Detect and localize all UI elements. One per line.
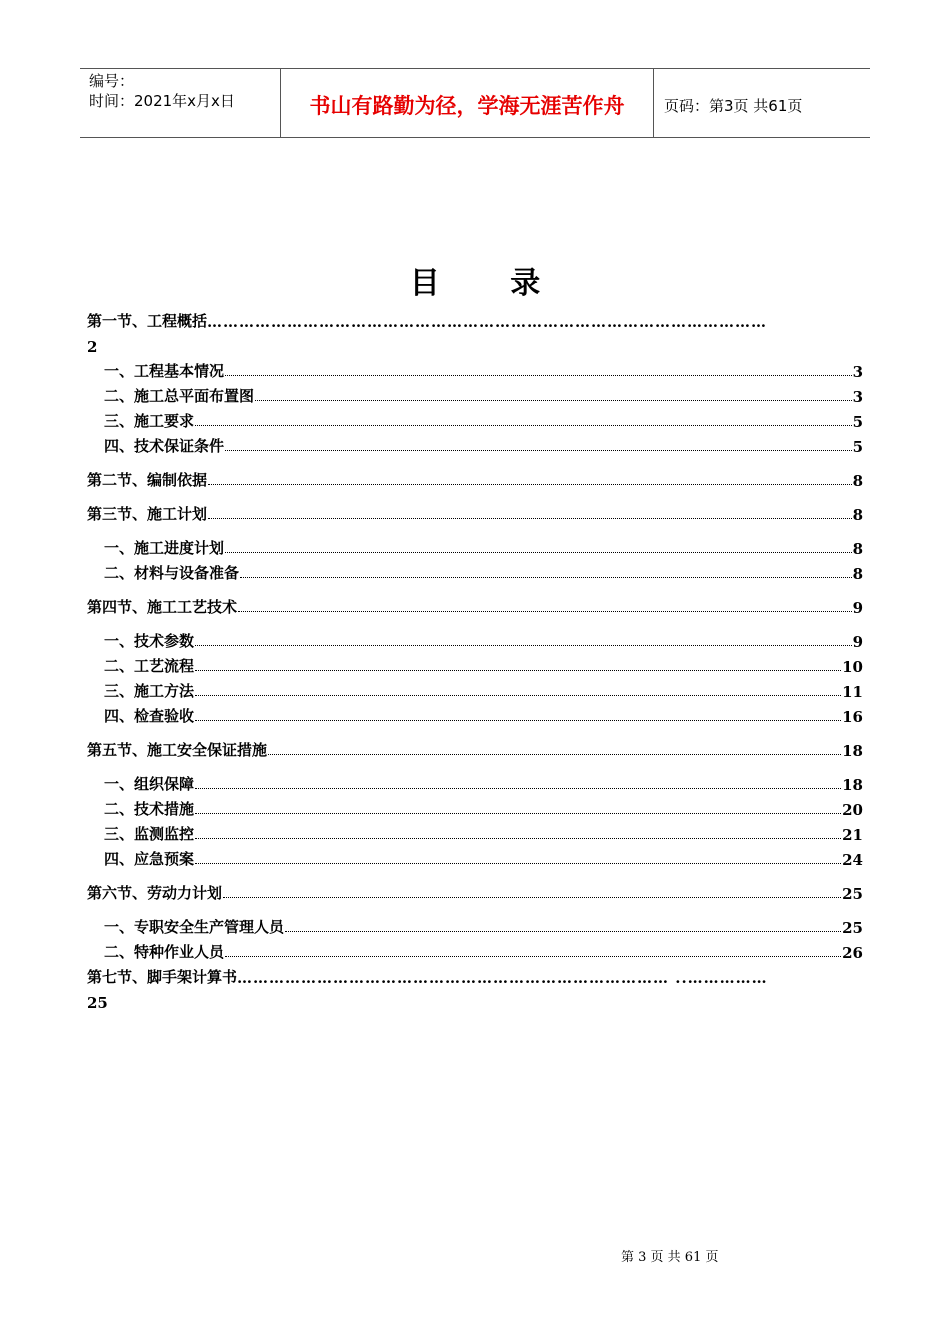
toc-leader <box>195 812 841 814</box>
toc-leader <box>225 374 852 376</box>
toc-item[interactable] <box>87 844 863 869</box>
toc-item-page: 8 <box>852 540 863 558</box>
toc-leader-dots: …………………………………………………………………………………………… <box>207 313 768 331</box>
toc-section-7-page: 25 <box>87 994 108 1012</box>
toc-item-label: 二、技术措施 <box>104 800 195 818</box>
toc-section-2[interactable] <box>87 465 863 490</box>
toc-leader <box>195 644 852 646</box>
toc-section-page: 18 <box>842 742 863 760</box>
toc-leader <box>225 551 852 553</box>
toc-leader-dots: ……………………………………………………………………… ..…………… <box>237 969 768 987</box>
toc-item-label: 三、施工方法 <box>104 682 195 700</box>
toc-section-3[interactable] <box>87 499 863 524</box>
toc-item[interactable] <box>87 406 863 431</box>
toc-section-page: 25 <box>842 885 863 903</box>
toc-item-label: 二、特种作业人员 <box>104 943 225 961</box>
toc-section-label: 第五节、施工安全保证措施 <box>87 741 268 759</box>
toc-section-label: 第七节、脚手架计算书 <box>87 968 238 986</box>
page-footer: 第 3 页 共 61 页 <box>621 1250 719 1265</box>
toc-item-page: 18 <box>842 776 863 794</box>
table-of-contents <box>87 306 863 1012</box>
page-header <box>80 68 870 138</box>
toc-item-label: 一、施工进度计划 <box>104 539 225 557</box>
toc-item-label: 二、施工总平面布置图 <box>104 387 255 405</box>
toc-leader <box>255 399 852 401</box>
toc-item-label: 一、专职安全生产管理人员 <box>104 918 285 936</box>
toc-section-page: 9 <box>852 599 863 617</box>
header-motto: 书山有路勤为径，学海无涯苦作舟 <box>281 69 654 137</box>
header-left-cell <box>80 69 281 137</box>
toc-item-label: 四、技术保证条件 <box>104 437 225 455</box>
toc-item[interactable] <box>87 558 863 583</box>
toc-item-page: 5 <box>852 438 863 456</box>
toc-item[interactable] <box>87 937 863 962</box>
toc-item-label: 二、材料与设备准备 <box>104 564 240 582</box>
toc-item-page: 5 <box>852 413 863 431</box>
toc-leader <box>195 719 841 721</box>
toc-leader <box>225 449 852 451</box>
toc-item[interactable] <box>87 381 863 406</box>
toc-leader <box>195 787 841 789</box>
toc-leader <box>238 610 852 612</box>
toc-leader <box>195 694 841 696</box>
toc-leader <box>268 753 841 755</box>
toc-leader <box>223 896 841 898</box>
toc-item[interactable] <box>87 651 863 676</box>
toc-item[interactable] <box>87 431 863 456</box>
toc-item-page: 16 <box>842 708 863 726</box>
document-time-label: 时间：2021年x月x日 <box>89 92 235 110</box>
toc-section-5[interactable] <box>87 735 863 760</box>
toc-section-label: 第四节、施工工艺技术 <box>87 598 238 616</box>
toc-item-page: 3 <box>852 388 863 406</box>
toc-section-4[interactable] <box>87 592 863 617</box>
toc-item-page: 26 <box>842 944 863 962</box>
toc-leader <box>195 424 852 426</box>
toc-section-1-page: 2 <box>87 338 98 356</box>
toc-item[interactable] <box>87 794 863 819</box>
document-number-label: 编号： <box>89 72 135 90</box>
header-page-info: 页码：第3页 共61页 <box>664 96 803 115</box>
toc-item-page: 8 <box>852 565 863 583</box>
toc-item[interactable] <box>87 701 863 726</box>
toc-item-label: 一、组织保障 <box>104 775 195 793</box>
toc-item-label: 一、工程基本情况 <box>104 362 225 380</box>
toc-leader <box>195 862 841 864</box>
toc-section-1[interactable] <box>87 306 863 331</box>
toc-section-label: 第二节、编制依据 <box>87 471 208 489</box>
toc-item-label: 二、工艺流程 <box>104 657 195 675</box>
toc-item-label: 一、技术参数 <box>104 632 195 650</box>
toc-item-label: 四、应急预案 <box>104 850 195 868</box>
toc-item-page: 10 <box>842 658 863 676</box>
toc-section-label: 第六节、劳动力计划 <box>87 884 223 902</box>
toc-item-page: 11 <box>842 683 863 701</box>
toc-item[interactable] <box>87 676 863 701</box>
toc-item-page: 21 <box>842 826 863 844</box>
toc-leader <box>195 837 841 839</box>
toc-item[interactable] <box>87 533 863 558</box>
toc-section-page: 8 <box>852 506 863 524</box>
toc-item[interactable] <box>87 819 863 844</box>
toc-leader <box>240 576 852 578</box>
toc-item[interactable] <box>87 912 863 937</box>
toc-item-page: 3 <box>852 363 863 381</box>
toc-section-6[interactable] <box>87 878 863 903</box>
toc-section-label: 第一节、工程概括 <box>87 312 208 330</box>
toc-item-page: 20 <box>842 801 863 819</box>
toc-item[interactable] <box>87 769 863 794</box>
toc-item-label: 四、检查验收 <box>104 707 195 725</box>
toc-section-label: 第三节、施工计划 <box>87 505 208 523</box>
toc-item-page: 25 <box>842 919 863 937</box>
toc-leader <box>225 955 841 957</box>
toc-section-7[interactable] <box>87 962 863 987</box>
toc-leader <box>285 930 841 932</box>
toc-item-label: 三、监测监控 <box>104 825 195 843</box>
toc-section-page: 8 <box>852 472 863 490</box>
toc-item[interactable] <box>87 626 863 651</box>
toc-leader <box>208 517 852 519</box>
toc-item-page: 9 <box>852 633 863 651</box>
toc-title: 目 录 <box>409 266 571 301</box>
toc-leader <box>208 483 852 485</box>
toc-leader <box>195 669 841 671</box>
toc-item-label: 三、施工要求 <box>104 412 195 430</box>
toc-item[interactable] <box>87 356 863 381</box>
toc-item-page: 24 <box>842 851 863 869</box>
